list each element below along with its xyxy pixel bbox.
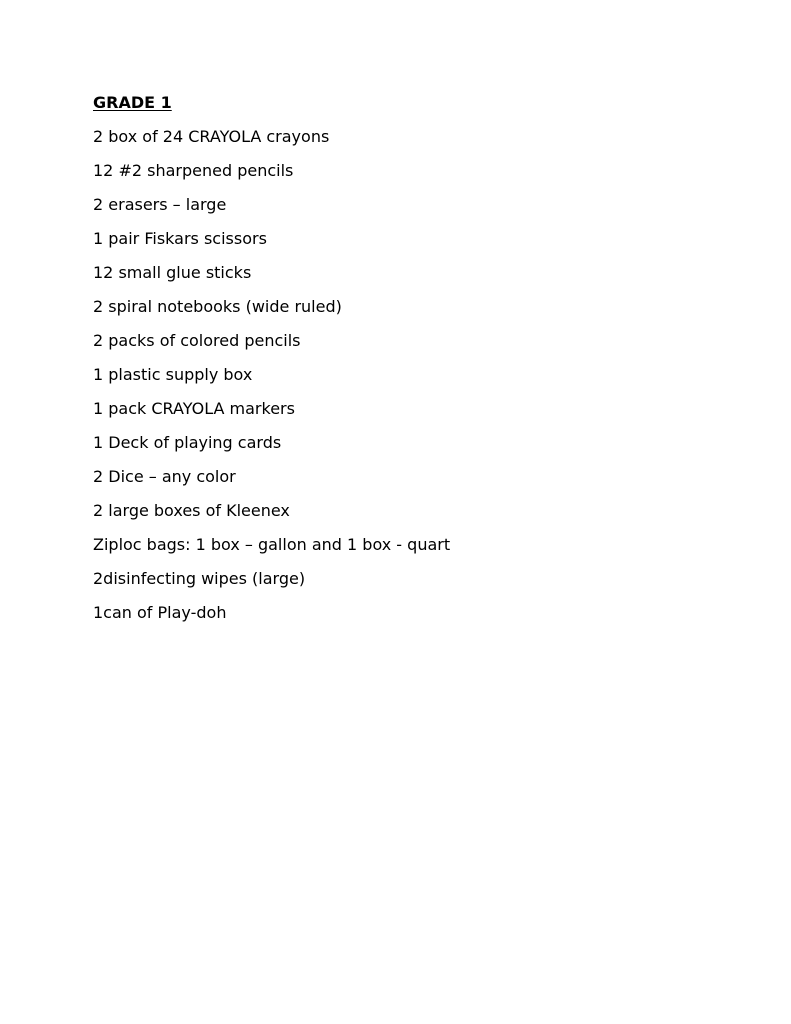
list-item: 2 packs of colored pencils: [93, 331, 301, 350]
list-item: 2 large boxes of Kleenex: [93, 501, 290, 520]
list-item: Ziploc bags: 1 box – gallon and 1 box - quart: [93, 535, 451, 554]
list-item: 1can of Play-doh: [93, 603, 227, 622]
list-item: 2 erasers – large: [93, 195, 227, 214]
list-item: 1 Deck of playing cards: [93, 433, 282, 452]
list-item: 2 spiral notebooks (wide ruled): [93, 297, 342, 316]
list-item: 2 box of 24 CRAYOLA crayons: [93, 127, 330, 146]
list-item: 1 pair Fiskars scissors: [93, 229, 267, 248]
supply-list: [93, 125, 733, 625]
supply-list-section: [93, 91, 733, 635]
list-item: 12 small glue sticks: [93, 263, 252, 282]
list-item: 1 pack CRAYOLA markers: [93, 399, 295, 418]
list-item: 2 Dice – any color: [93, 467, 236, 486]
list-item: 1 plastic supply box: [93, 365, 253, 384]
list-item: 12 #2 sharpened pencils: [93, 161, 294, 180]
list-item: 2disinfecting wipes (large): [93, 569, 306, 588]
grade-heading: GRADE 1: [93, 93, 172, 112]
